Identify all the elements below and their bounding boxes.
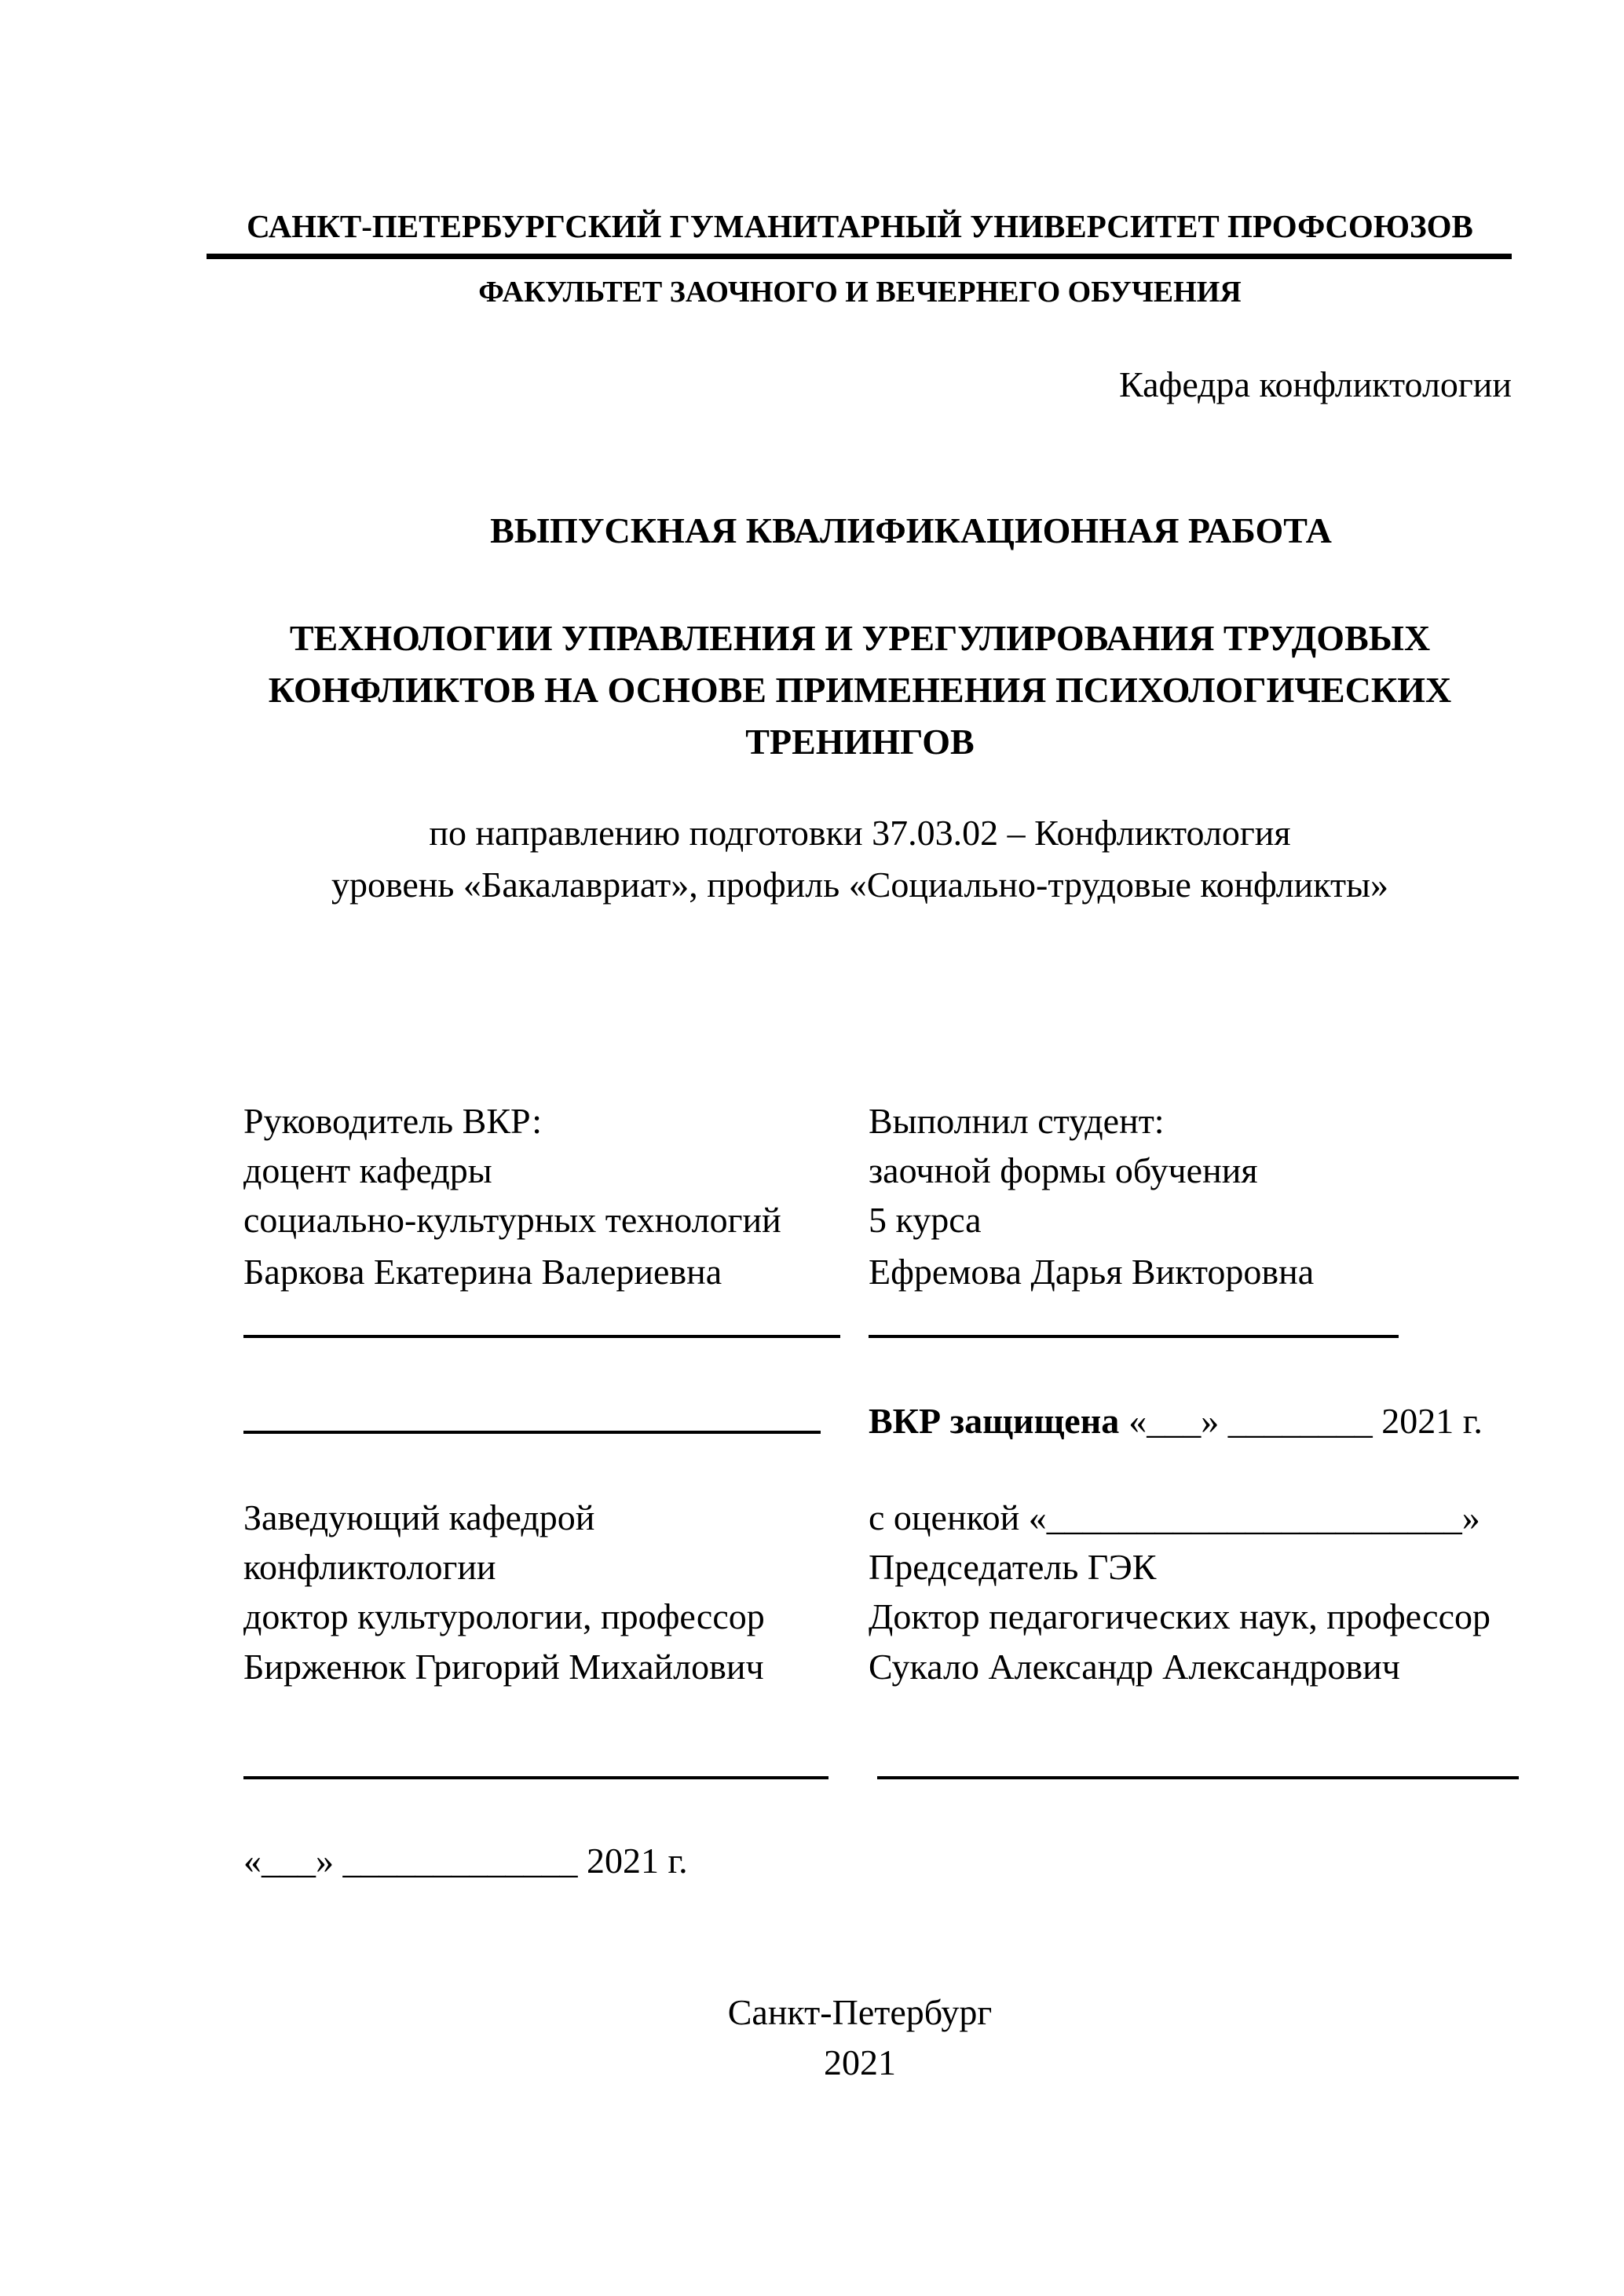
defended-date-blank: «___» ________ 2021 г. — [1128, 1401, 1483, 1441]
head-department: конфликтологии — [243, 1547, 496, 1587]
program-info — [208, 807, 1512, 911]
footer-year: 2021 — [824, 2042, 896, 2082]
supervisor-position: доцент кафедры — [243, 1150, 492, 1190]
chairman-signature-line — [877, 1776, 1519, 1779]
supervisor-name: Баркова Екатерина Валериевна — [243, 1252, 722, 1292]
student-name: Ефремова Дарья Викторовна — [869, 1252, 1315, 1292]
thesis-title — [208, 612, 1512, 768]
chairman-name: Сукало Александр Александрович — [869, 1647, 1400, 1687]
thesis-title-line-1: ТЕХНОЛОГИИ УПРАВЛЕНИЯ И УРЕГУЛИРОВАНИЯ ТРУДОВЫХ — [289, 618, 1431, 658]
header-divider-rule — [207, 254, 1512, 259]
student-label: Выполнил студент: — [869, 1101, 1165, 1141]
supervisor-label: Руководитель ВКР: — [243, 1101, 543, 1141]
student-course: 5 курса — [869, 1200, 982, 1240]
head-signature-line — [243, 1776, 828, 1779]
head-signature-line-upper — [243, 1431, 821, 1434]
supervisor-department: социально-культурных технологий — [243, 1200, 781, 1240]
head-of-department-label: Заведующий кафедрой — [243, 1497, 595, 1537]
department-name: Кафедра конфликтологии — [1119, 364, 1512, 404]
head-name: Бирженюк Григорий Михайлович — [243, 1647, 764, 1687]
head-date-blank: «___» _____________ 2021 г. — [243, 1841, 688, 1881]
head-degree: доктор культурологии, профессор — [243, 1596, 765, 1636]
chairman-degree: Доктор педагогических наук, профессор — [869, 1596, 1491, 1636]
student-form: заочной формы обучения — [869, 1150, 1258, 1190]
student-signature-line — [869, 1335, 1399, 1338]
program-direction: по направлению подготовки 37.03.02 – Конфликтология — [429, 813, 1291, 853]
footer-city: Санкт-Петербург — [727, 1992, 993, 2032]
program-level: уровень «Бакалавриат», профиль «Социально-трудовые конфликты» — [331, 865, 1389, 905]
supervisor-signature-line — [243, 1335, 840, 1338]
defended-label: ВКР защищена — [869, 1401, 1120, 1441]
work-type-heading: ВЫПУСКНАЯ КВАЛИФИКАЦИОННАЯ РАБОТА — [490, 510, 1332, 550]
chairman-label: Председатель ГЭК — [869, 1547, 1157, 1587]
grade-line: с оценкой «_______________________» — [869, 1497, 1480, 1537]
faculty-name: ФАКУЛЬТЕТ ЗАОЧНОГО И ВЕЧЕРНЕГО ОБУЧЕНИЯ — [478, 276, 1242, 309]
university-name: САНКТ-ПЕТЕРБУРГСКИЙ ГУМАНИТАРНЫЙ УНИВЕРСИТЕТ ПРОФСОЮЗОВ — [247, 208, 1473, 244]
thesis-title-line-2: КОНФЛИКТОВ НА ОСНОВЕ ПРИМЕНЕНИЯ ПСИХОЛОГИЧЕСКИХ — [268, 670, 1452, 710]
thesis-title-line-3: ТРЕНИНГОВ — [745, 722, 975, 762]
defense-date-line — [869, 1398, 1520, 1445]
